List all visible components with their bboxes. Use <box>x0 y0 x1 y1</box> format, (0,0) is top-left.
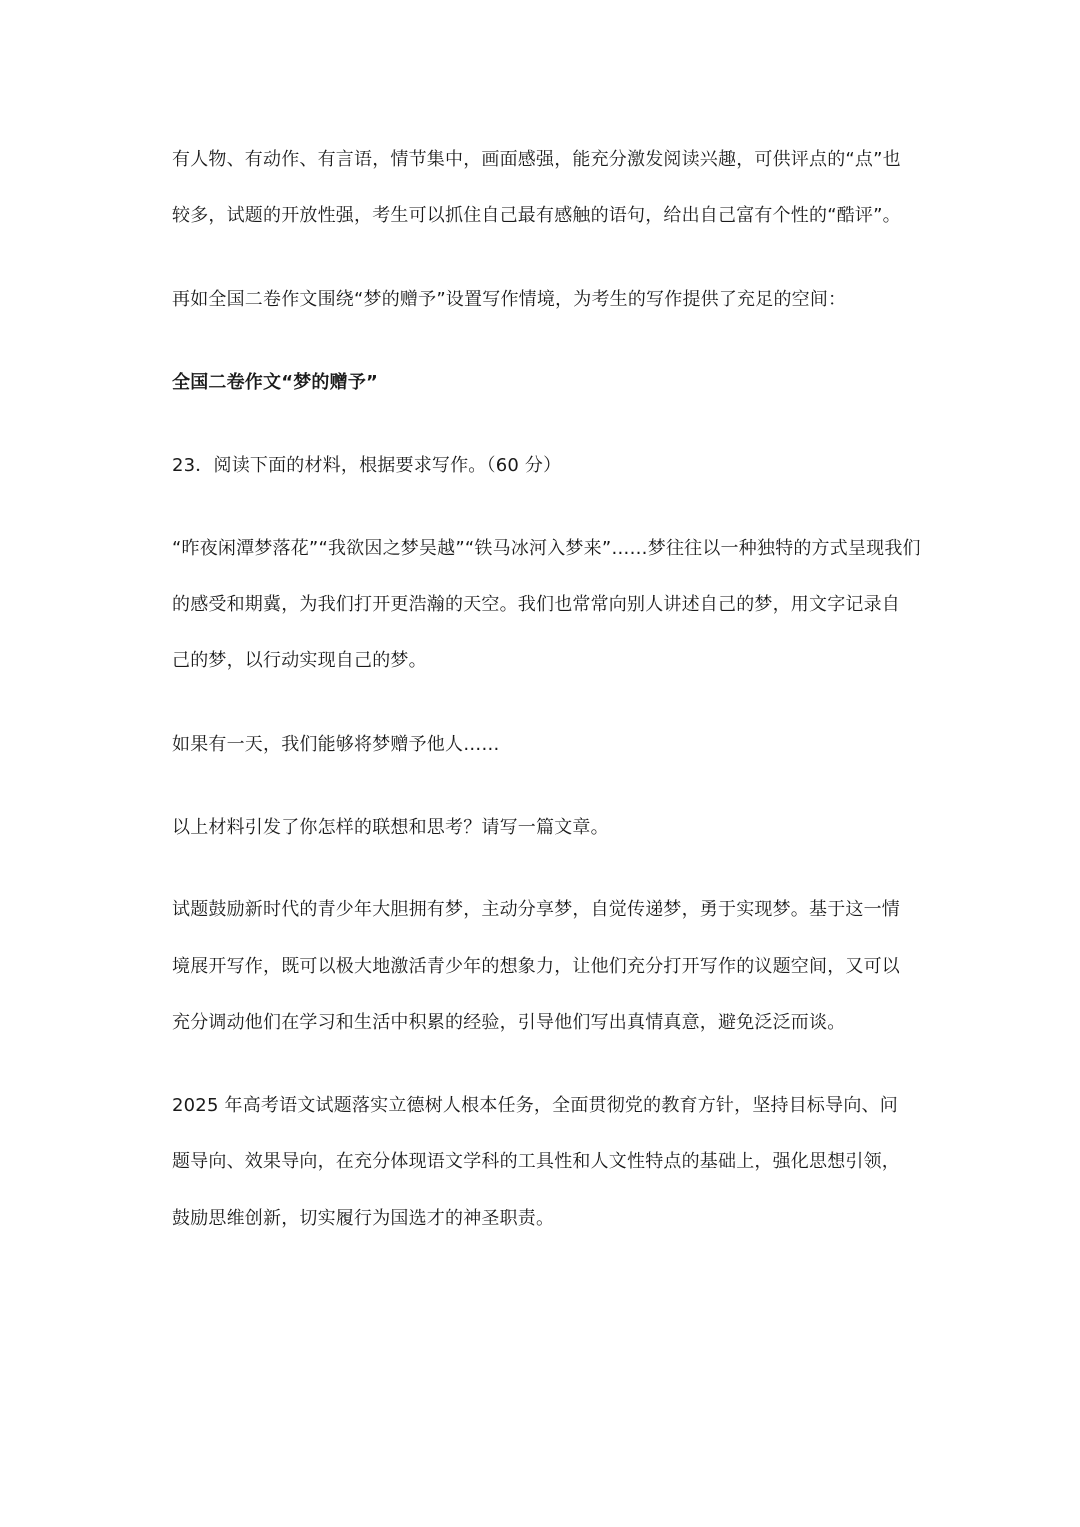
conclusion-line-1: 2025 年高考语文试题落实立德树人根本任务，全面贯彻党的教育方针，坚持目标导向、问 <box>172 1095 898 1116</box>
question-text: 23．阅读下面的材料，根据要求写作。（60 分） <box>172 455 562 476</box>
intro-line-1: 有人物、有动作、有言语，情节集中，画面感强，能充分激发阅读兴趣，可供评点的“点”也 <box>172 149 901 170</box>
intro-line-2: 较多，试题的开放性强，考生可以抓住自己最有感触的语句，给出自己富有个性的“酷评”。 <box>172 205 901 226</box>
analysis-line-1: 试题鼓励新时代的青少年大胆拥有梦，主动分享梦，自觉传递梦，勇于实现梦。基于这一情 <box>172 899 900 920</box>
material-continuation: 如果有一天，我们能够将梦赠予他人…… <box>172 734 500 755</box>
analysis-line-2: 境展开写作，既可以极大地激活青少年的想象力，让他们充分打开写作的议题空间，又可以 <box>172 956 900 977</box>
conclusion-line-2: 题导向、效果导向，在充分体现语文学科的工具性和人文性特点的基础上，强化思想引领， <box>172 1151 900 1172</box>
analysis-line-3: 充分调动他们在学习和生活中积累的经验，引导他们写出真情真意，避免泛泛而谈。 <box>172 1012 846 1033</box>
conclusion-line-3: 鼓励思维创新，切实履行为国选才的神圣职责。 <box>172 1208 555 1229</box>
material-line-1: “昨夜闲潭梦落花”“我欲因之梦吴越”“铁马冰河入梦来”……梦往往以一种独特的方式呈现我们 <box>172 538 921 559</box>
material-line-3: 己的梦，以行动实现自己的梦。 <box>172 650 427 671</box>
material-line-2: 的感受和期冀，为我们打开更浩瀚的天空。我们也常常向别人讲述自己的梦，用文字记录自 <box>172 594 900 615</box>
section-heading: 全国二卷作文“梦的赠予” <box>172 372 379 393</box>
transition-text: 再如全国二卷作文围绕“梦的赠予”设置写作情境，为考生的写作提供了充足的空间： <box>172 289 847 310</box>
writing-prompt: 以上材料引发了你怎样的联想和思考？请写一篇文章。 <box>172 817 609 838</box>
